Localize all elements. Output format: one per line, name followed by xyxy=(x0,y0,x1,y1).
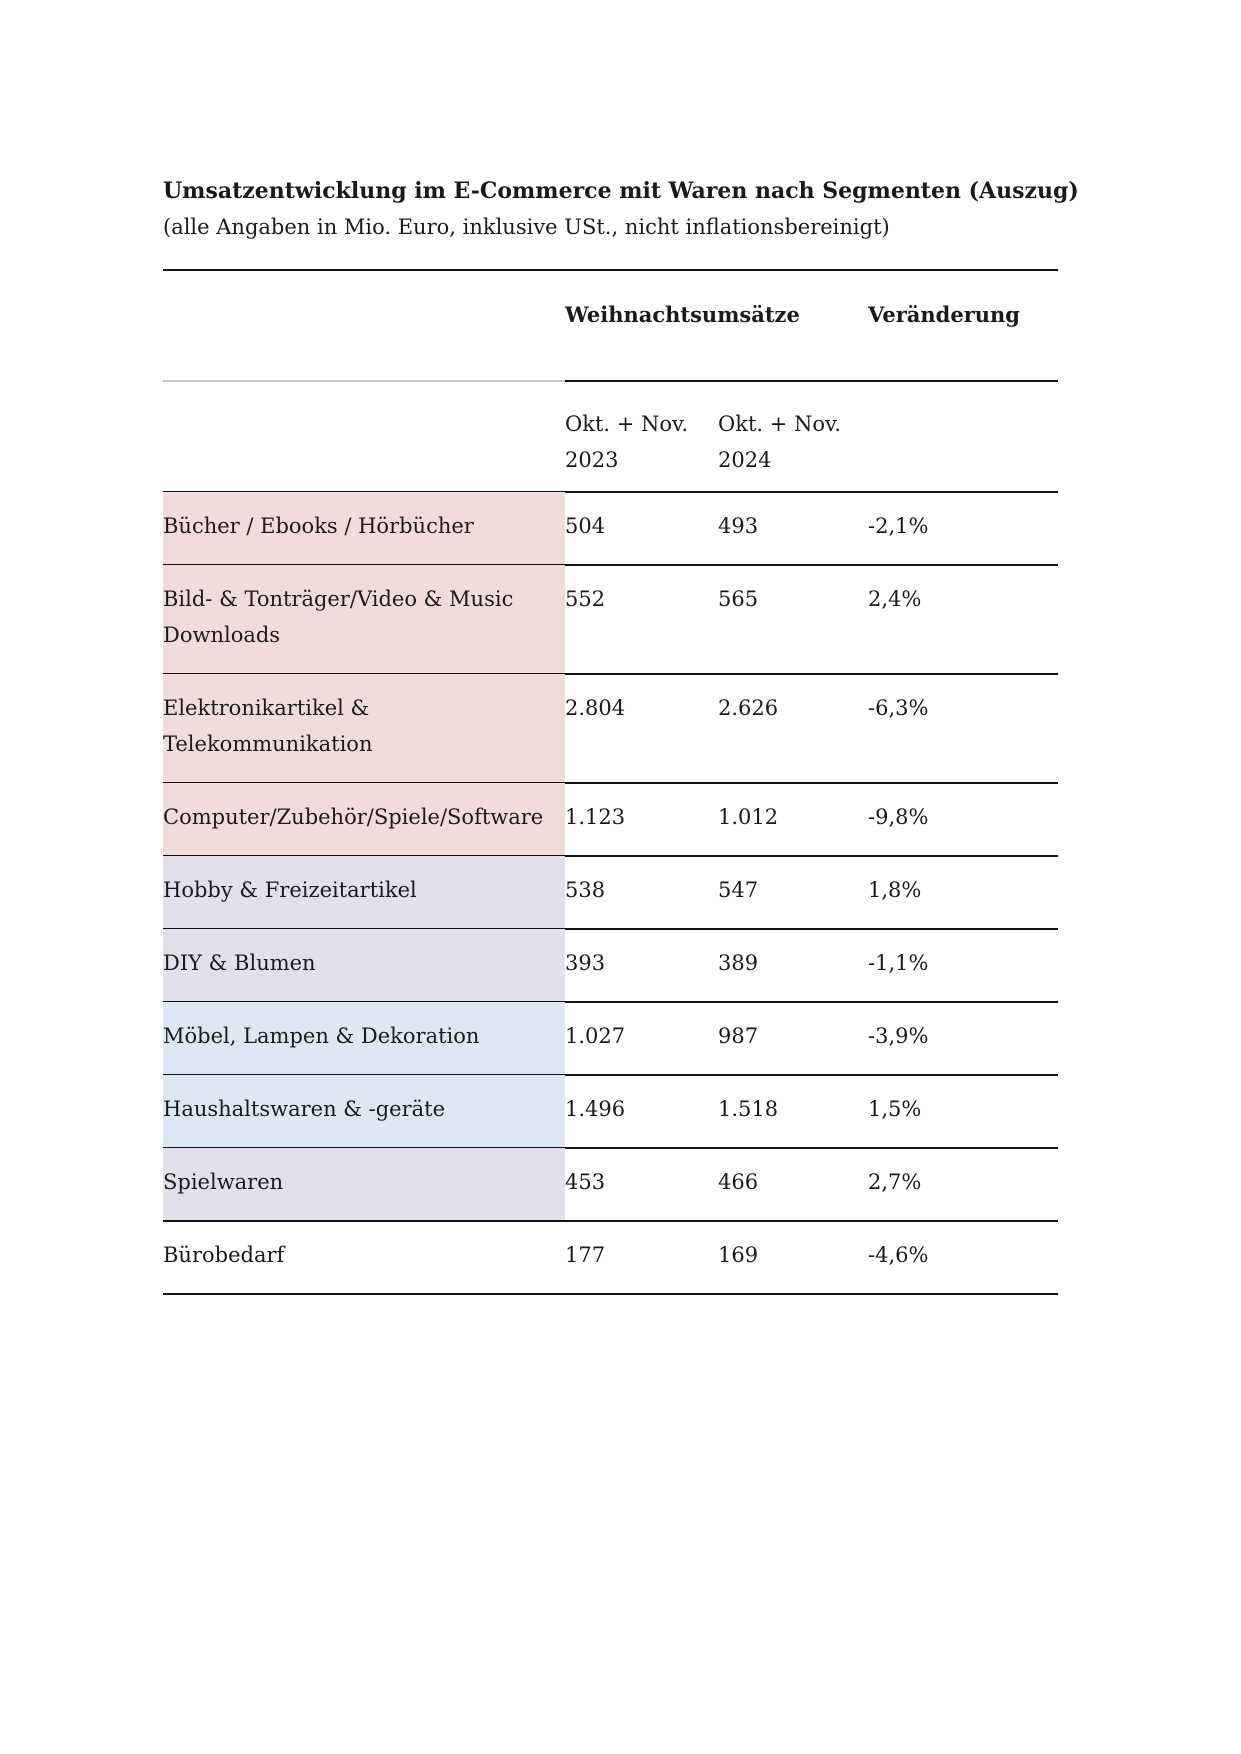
row-divider xyxy=(163,1293,1058,1295)
change-value: -6,3% xyxy=(868,696,929,720)
change-value: -4,6% xyxy=(868,1243,929,1267)
change-value: 1,5% xyxy=(868,1097,922,1121)
row-label: DIY & Blumen xyxy=(163,951,316,975)
value-2024: 493 xyxy=(718,514,759,538)
header-2024-line1: Okt. + Nov. xyxy=(718,412,842,436)
value-2024: 547 xyxy=(718,878,759,902)
value-2024: 987 xyxy=(718,1024,759,1048)
change-value: -1,1% xyxy=(868,951,929,975)
value-2023: 2.804 xyxy=(565,696,626,720)
row-label: Möbel, Lampen & Dekoration xyxy=(163,1024,480,1048)
row-label-line2: Downloads xyxy=(163,623,281,647)
header-2024-line2: 2024 xyxy=(718,448,772,472)
value-2023: 504 xyxy=(565,514,606,538)
table-subtitle: (alle Angaben in Mio. Euro, inklusive USt., nicht inflationsbereinigt) xyxy=(163,215,890,239)
change-value: 2,7% xyxy=(868,1170,922,1194)
header-rule-right xyxy=(565,380,1058,382)
value-2024: 1.012 xyxy=(718,805,779,829)
header-2023-line1: Okt. + Nov. xyxy=(565,412,689,436)
row-label: Hobby & Freizeitartikel xyxy=(163,878,417,902)
row-label: Elektronikartikel & xyxy=(163,696,370,720)
value-2024: 389 xyxy=(718,951,759,975)
value-2024: 169 xyxy=(718,1243,759,1267)
row-label: Computer/Zubehör/Spiele/Software xyxy=(163,805,544,829)
change-value: 2,4% xyxy=(868,587,922,611)
value-2023: 393 xyxy=(565,951,606,975)
header-rule-left xyxy=(163,380,565,382)
row-label: Bürobedarf xyxy=(163,1243,285,1267)
value-2023: 1.027 xyxy=(565,1024,626,1048)
row-label: Haushaltswaren & -geräte xyxy=(163,1097,446,1121)
top-rule xyxy=(163,269,1058,271)
value-2023: 538 xyxy=(565,878,606,902)
change-value: 1,8% xyxy=(868,878,922,902)
value-2024: 466 xyxy=(718,1170,759,1194)
value-2023: 1.496 xyxy=(565,1097,626,1121)
row-label: Spielwaren xyxy=(163,1170,284,1194)
row-divider xyxy=(163,1220,1058,1222)
header-2023-line2: 2023 xyxy=(565,448,619,472)
value-2023: 552 xyxy=(565,587,606,611)
value-2024: 2.626 xyxy=(718,696,779,720)
value-2023: 1.123 xyxy=(565,805,626,829)
change-value: -3,9% xyxy=(868,1024,929,1048)
change-value: -2,1% xyxy=(868,514,929,538)
table-title: Umsatzentwicklung im E-Commerce mit Waren nach Segmenten (Auszug) xyxy=(163,178,1079,204)
value-2024: 565 xyxy=(718,587,759,611)
row-label: Bild- & Tonträger/Video & Music xyxy=(163,587,514,611)
change-value: -9,8% xyxy=(868,805,929,829)
header-group-label: Weihnachtsumsätze xyxy=(565,302,800,327)
value-2023: 453 xyxy=(565,1170,606,1194)
value-2024: 1.518 xyxy=(718,1097,779,1121)
row-label: Bücher / Ebooks / Hörbücher xyxy=(163,514,474,538)
value-2023: 177 xyxy=(565,1243,606,1267)
header-change-label: Veränderung xyxy=(868,302,1020,327)
row-label-line2: Telekommunikation xyxy=(163,732,373,756)
